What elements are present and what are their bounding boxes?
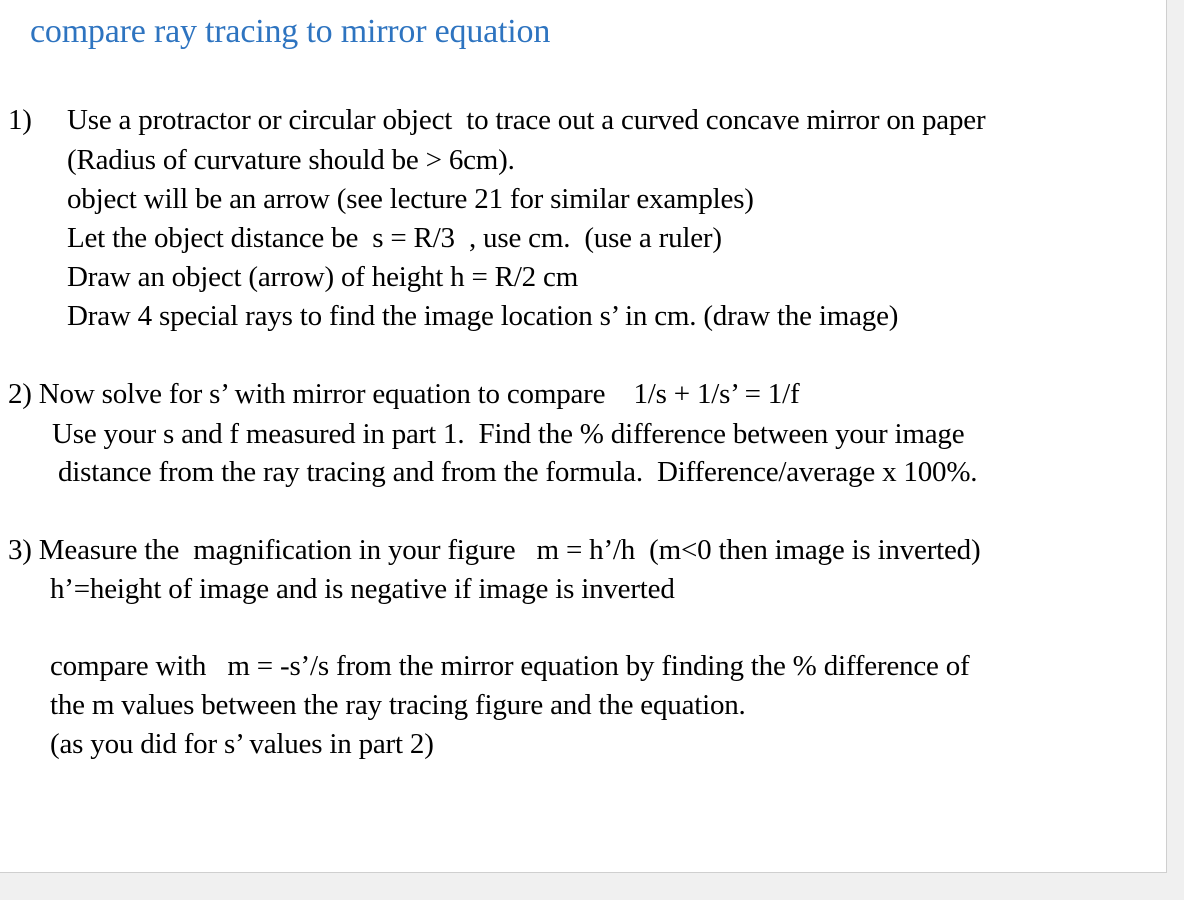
item-1-line-3: object will be an arrow (see lecture 21 for similar examples) [67, 183, 754, 215]
item-2-line-1: 2) Now solve for s’ with mirror equation to compare 1/s + 1/s’ = 1/f [8, 378, 800, 410]
item-1-line-2: (Radius of curvature should be > 6cm). [67, 144, 515, 176]
item-1-number: 1) [8, 104, 32, 136]
item-3-line-3: compare with m = -s’/s from the mirror equation by finding the % difference of [50, 650, 970, 682]
item-1-line-6: Draw 4 special rays to find the image location s’ in cm. (draw the image) [67, 300, 899, 332]
page-title: compare ray tracing to mirror equation [30, 13, 551, 50]
item-3-line-2: h’=height of image and is negative if image is inverted [50, 573, 675, 605]
item-3-line-5: (as you did for s’ values in part 2) [50, 728, 434, 760]
item-3-line-4: the m values between the ray tracing figure and the equation. [50, 689, 746, 721]
item-2-line-3: distance from the ray tracing and from the formula. Difference/average x 100%. [58, 456, 978, 488]
item-1-line-1: Use a protractor or circular object to trace out a curved concave mirror on paper [67, 104, 986, 136]
item-1-line-5: Draw an object (arrow) of height h = R/2 cm [67, 261, 579, 293]
item-1-line-4: Let the object distance be s = R/3 , use cm. (use a ruler) [67, 222, 722, 254]
item-3-line-1: 3) Measure the magnification in your figure m = h’/h (m<0 then image is inverted) [8, 534, 981, 566]
item-2-line-2: Use your s and f measured in part 1. Find the % difference between your image [52, 418, 965, 450]
